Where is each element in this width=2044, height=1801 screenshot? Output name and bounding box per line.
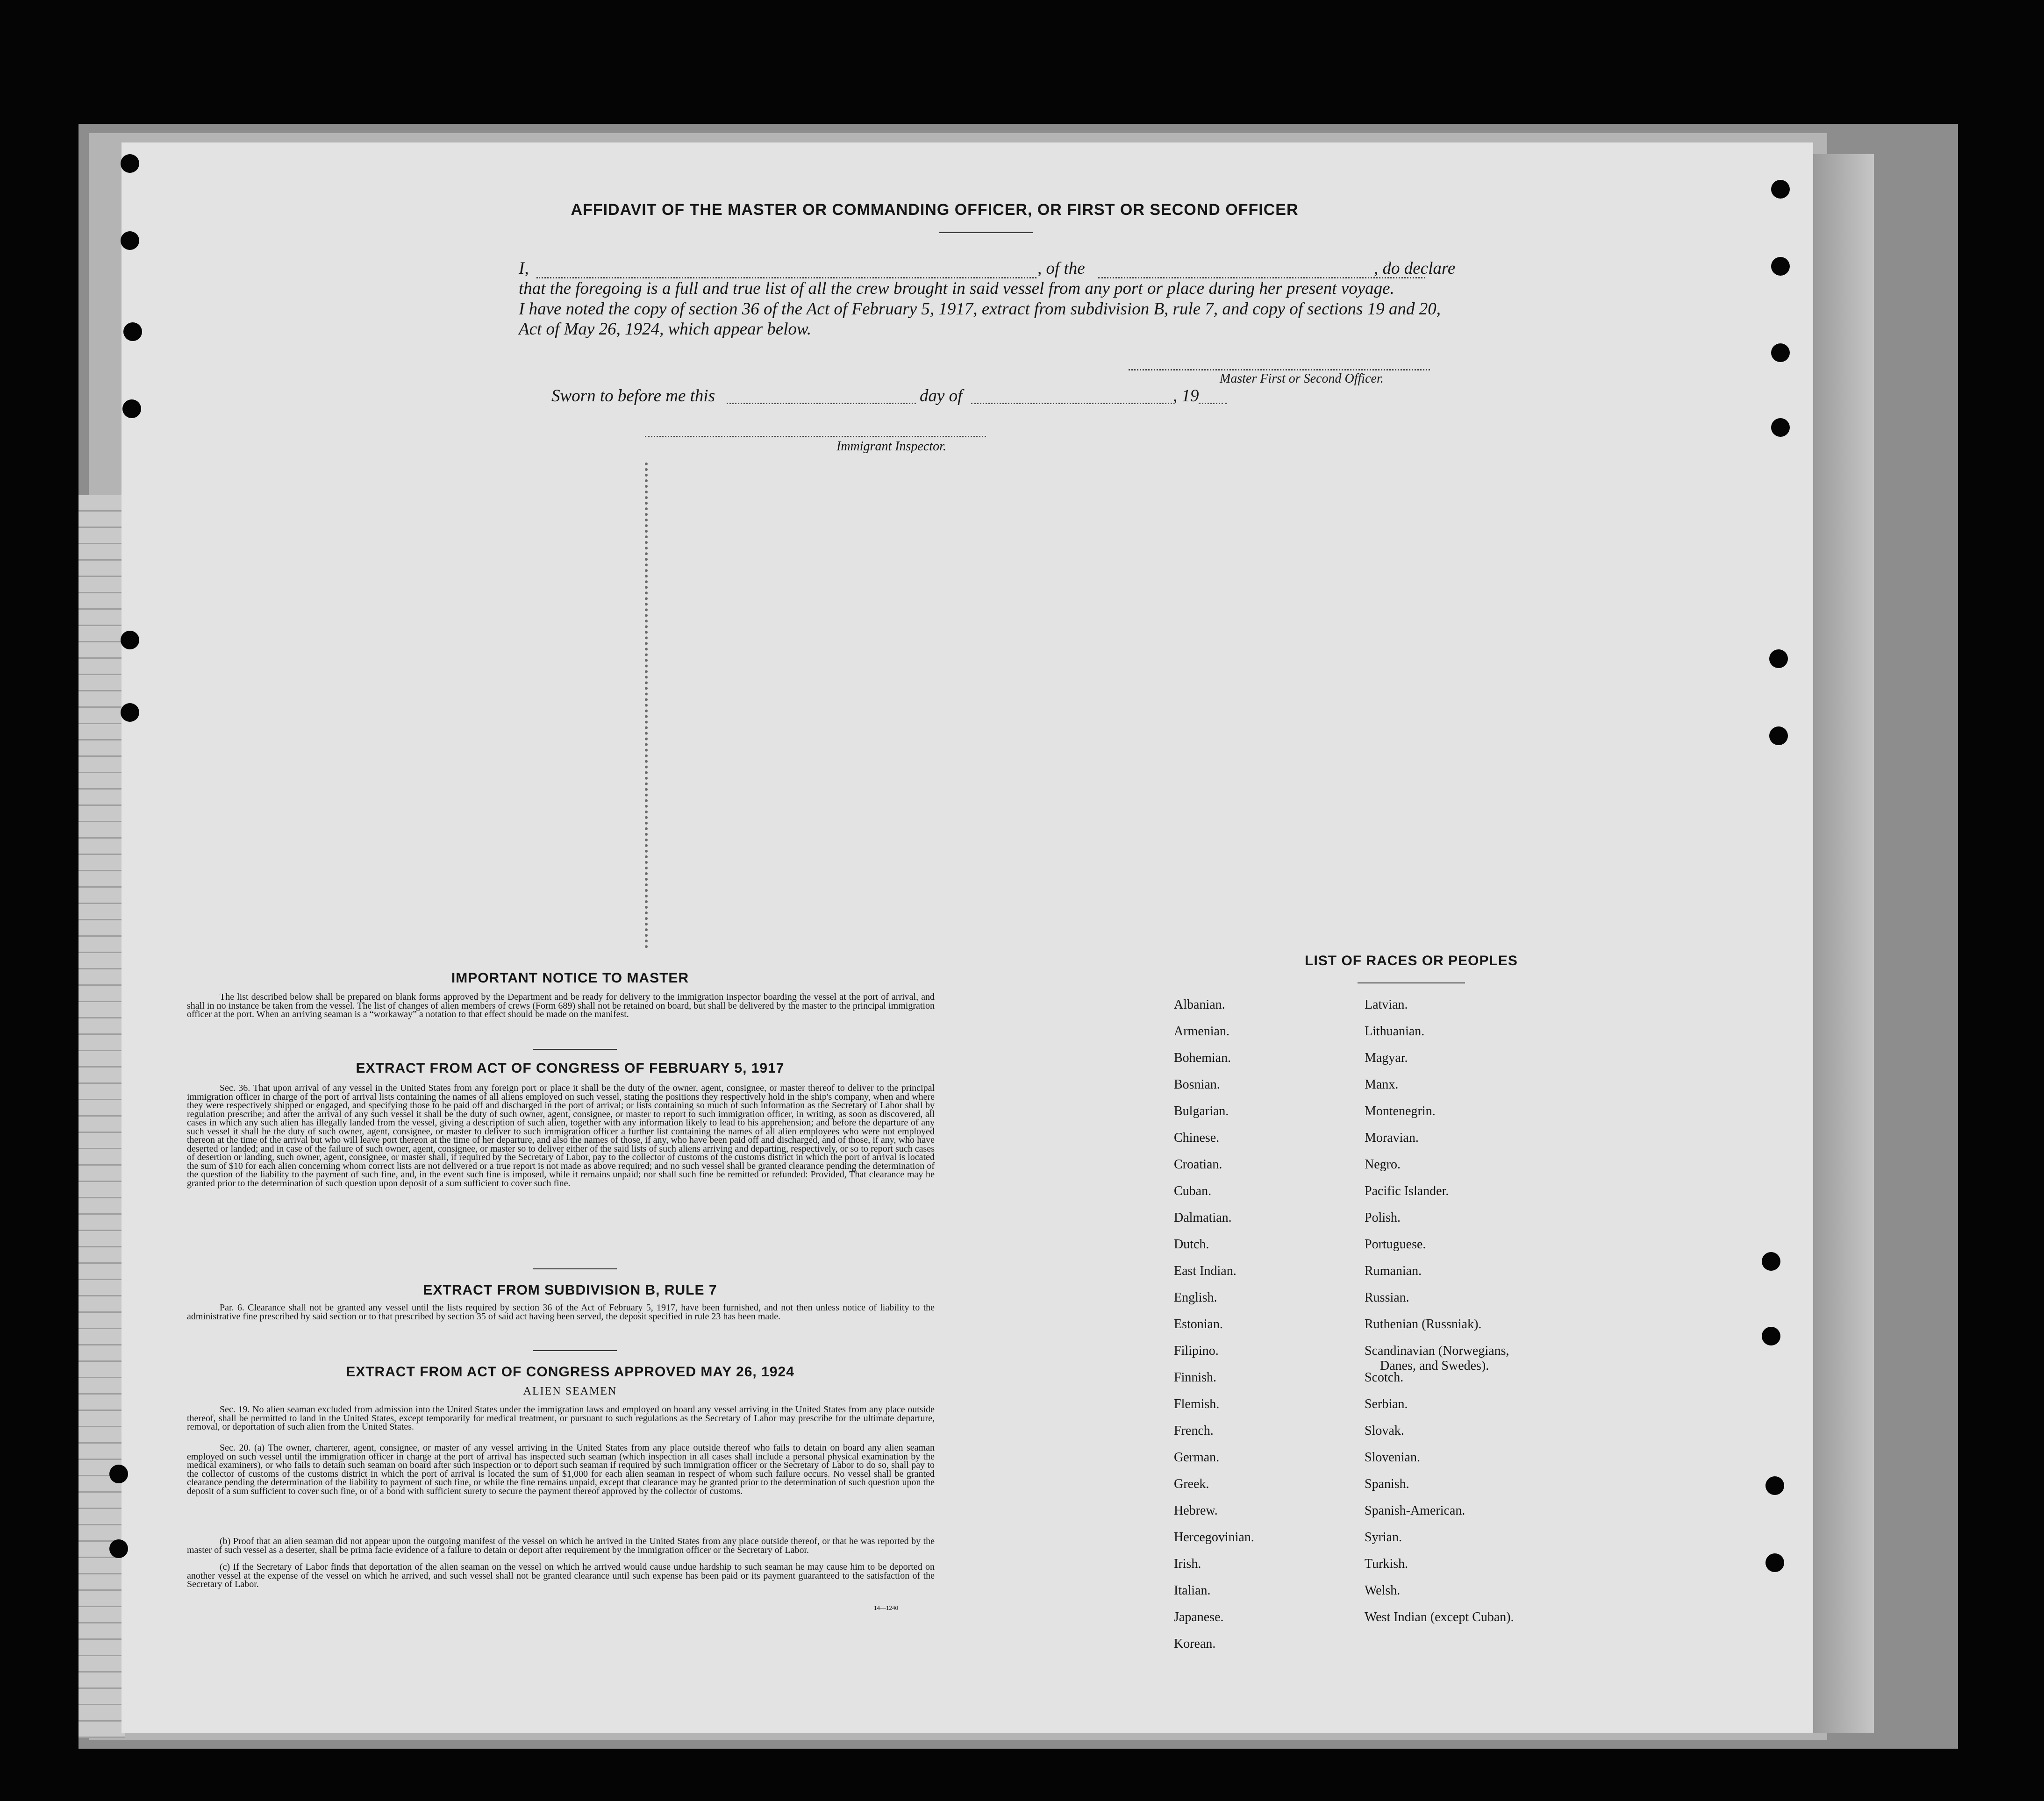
race-item: Flemish.	[1174, 1397, 1220, 1411]
i-word: I,	[519, 259, 529, 278]
race-item: Montenegrin.	[1365, 1104, 1436, 1118]
punch-hole-icon	[1771, 343, 1790, 362]
sworn-month-field	[971, 403, 1172, 404]
race-item: Greek.	[1174, 1477, 1209, 1491]
race-item: English.	[1174, 1290, 1217, 1305]
race-item: Scotch.	[1365, 1370, 1404, 1385]
race-item: Ruthenian (Russniak).	[1365, 1317, 1482, 1331]
race-item: Bohemian.	[1174, 1051, 1231, 1065]
declaration-line-4: Act of May 26, 1924, which appear below.	[519, 320, 812, 339]
punch-hole-icon	[109, 1539, 128, 1558]
race-item: Finnish.	[1174, 1370, 1217, 1385]
race-item: Polish.	[1365, 1210, 1401, 1225]
act-1917-text: Sec. 36. That upon arrival of any vessel in the United States from any foreign port or place it shall be the duty of the owner, agent, consignee, or master thereof to deliver to the principal immigration officer in charge of the port of arrival lists containing the names of all aliens employed on such vessel, stating the positions they respectively hold in the ship's company, when and where they were respectively shipped or engaged, and specifying those to be paid off and discharged in the port of arrival; or lists containing so much of such information as the Secretary of Labor shall by regulation prescribe; and after the arrival of any such vessel it shall be the duty of such owner, agent, consignee, or master to report to such immigration officer, in writing, as soon as discovered, all cases in which any such alien has illegally landed from the vessel, giving a description of such alien, together with any information likely to lead to his apprehension; and before the departure of any such vessel it shall be the duty of such owner, agent, consignee, or master to deliver to such immigration officer a further list containing the names of all alien employees who were not employed thereon at the time of the arrival but who will leave port thereon at the time of her departure, and also the names of those, if any, who have been paid off and discharged, and of those, if any, who have deserted or landed; and in case of the failure of such owner, agent, consignee, or master so to deliver either of the said lists of such aliens arriving and departing, respectively, or so to report such cases of desertion or landing, such owner, agent, consignee, or master shall, if required by the Secretary of Labor, pay to the collector of customs of the customs district in which the port of arrival is located the sum of $10 for each alien concerning whom correct lists are not delivered or a true report is not made as above required; and no such vessel shall be granted clearance pending the determination of the question of the liability to the payment of such fine, and, in the event such fine is imposed, while it remains unpaid; nor shall such fine be remitted or refunded: Provided, That clearance may be granted prior to the determination of such question upon deposit of a sum sufficient to cover such fine.	[187, 1083, 935, 1189]
race-item: Hebrew.	[1174, 1503, 1218, 1518]
punch-hole-icon	[1771, 257, 1790, 276]
race-item: French.	[1174, 1424, 1214, 1438]
race-item: Hercegovinian.	[1174, 1530, 1254, 1545]
right-sheet-edge	[1813, 154, 1874, 1733]
race-item: Dutch.	[1174, 1237, 1209, 1252]
race-item: Irish.	[1174, 1557, 1201, 1571]
punch-hole-icon	[1762, 1327, 1780, 1345]
act-1924-sec-20c: (c) If the Secretary of Labor finds that deportation of the alien seaman on the vessel on which he arrived would cause undue hardship to such seaman he may cause him to be deported on another vessel at the expense of the vessel on which he arrived, and such vessel shall not be granted clearance until such expense has been paid or its payment guaranteed to the satisfaction of the Secretary of Labor.	[187, 1562, 935, 1589]
declaration-line-3: I have noted the copy of section 36 of the Act of February 5, 1917, extract from subdivision B, rule 7, and copy of sections 19 and 20,	[519, 299, 1441, 319]
punch-hole-icon	[121, 703, 139, 722]
punch-hole-icon	[121, 231, 139, 250]
race-item: West Indian (except Cuban).	[1365, 1610, 1514, 1624]
punch-hole-icon	[1769, 649, 1788, 668]
rule-7-title: EXTRACT FROM SUBDIVISION B, RULE 7	[423, 1282, 717, 1298]
race-item: Slovenian.	[1365, 1450, 1420, 1465]
inspector-signature-caption: Immigrant Inspector.	[836, 439, 946, 454]
notice-text: The list described below shall be prepared on blank forms approved by the Department and be ready for delivery to the immigration inspector boarding the vessel at the port of arrival, and shall in no instance be taken from the vessel. The list of changes of alien members of crews (Form 689) shall not be retained on board, but shall be delivered by the master to the principal immigration officer at the port. When an arriving seaman is a “workaway” a notation to that effect should be made on the manifest.	[187, 992, 935, 1019]
race-item: Cuban.	[1174, 1184, 1212, 1198]
race-item: Negro.	[1365, 1157, 1401, 1172]
race-item: Slovak.	[1365, 1424, 1404, 1438]
races-title: LIST OF RACES OR PEOPLES	[1305, 953, 1518, 968]
master-signature-line	[1129, 369, 1430, 370]
race-item: Armenian.	[1174, 1024, 1229, 1039]
race-item: East Indian.	[1174, 1264, 1236, 1278]
race-item: Latvian.	[1365, 997, 1408, 1012]
do-declare-word: , do declare	[1374, 259, 1456, 278]
race-item: Spanish-American.	[1365, 1503, 1465, 1518]
race-item: Syrian.	[1365, 1530, 1402, 1545]
notice-divider	[533, 1049, 617, 1050]
race-item: Japanese.	[1174, 1610, 1224, 1624]
race-item: German.	[1174, 1450, 1220, 1465]
affidavit-title: AFFIDAVIT OF THE MASTER OR COMMANDING OFFICER, OR FIRST OR SECOND OFFICER	[571, 201, 1299, 219]
master-signature-caption: Master First or Second Officer.	[1220, 371, 1384, 386]
day-of-text: day of	[920, 386, 963, 406]
punch-hole-icon	[109, 1465, 128, 1483]
race-item: Albanian.	[1174, 997, 1225, 1012]
inspector-signature-line	[645, 436, 986, 437]
act-1924-sec-20b: (b) Proof that an alien seaman did not appear upon the outgoing manifest of the vessel on which he arrived in the United States from any place outside thereof, or that he was reported by the master of such vessel as a deserter, shall be prima facie evidence of a failure to detain or deport after requirement by the immigration officer or the Secretary of Labor.	[187, 1536, 935, 1555]
race-item: Rumanian.	[1365, 1264, 1422, 1278]
race-item: Estonian.	[1174, 1317, 1223, 1331]
punch-hole-icon	[1765, 1476, 1784, 1495]
race-item: Serbian.	[1365, 1397, 1408, 1411]
race-item: Spanish.	[1365, 1477, 1409, 1491]
race-item: Chinese.	[1174, 1131, 1220, 1145]
form-number: 14—1240	[874, 1604, 898, 1611]
race-item: Bosnian.	[1174, 1077, 1220, 1092]
race-item: Italian.	[1174, 1583, 1211, 1598]
sworn-text: Sworn to before me this	[551, 386, 715, 406]
act-1917-divider	[533, 1268, 617, 1269]
race-item: Moravian.	[1365, 1131, 1419, 1145]
act-1924-sec-19: Sec. 19. No alien seaman excluded from admission into the United States under the immigration laws and employed on board any vessel arriving in the United States from any place outside thereof, shall be permitted to land in the United States, except temporarily for medical treatment, or pursuant to such regulations as the Secretary of Labor may prescribe for the ultimate departure, removal, or deportation of such alien from the United States.	[187, 1404, 935, 1432]
race-item: Pacific Islander.	[1365, 1184, 1449, 1198]
year-prefix: , 19	[1173, 386, 1199, 406]
race-item: Manx.	[1365, 1077, 1399, 1092]
rule-7-divider	[533, 1350, 617, 1351]
punch-hole-icon	[1762, 1252, 1780, 1271]
notice-title: IMPORTANT NOTICE TO MASTER	[451, 970, 689, 986]
races-divider	[1358, 982, 1465, 983]
act-1917-title: EXTRACT FROM ACT OF CONGRESS OF FEBRUARY 5, 1917	[356, 1061, 785, 1076]
race-item: Croatian.	[1174, 1157, 1222, 1172]
race-item: Filipino.	[1174, 1344, 1219, 1358]
act-1924-sec-20a: Sec. 20. (a) The owner, charterer, agent, consignee, or master of any vessel arriving in the United States from any place outside thereof who fails to detain on board any alien seaman employed on such vessel until the immigration officer in charge at the port of arrival has inspected such seaman (which inspection in all cases shall include a personal physical examination by the medical examiners), or who fails to detain such seaman on board after such inspection or to deport such seaman if required by such immigration officer or the Secretary of Labor to do so, shall pay to the collector of customs of the customs district in which the port of arrival is located the sum of $1,000 for each alien seaman in respect of whom such failure occurs. No vessel shall be granted clearance pending the determination of the liability to payment of such fine, or while the fine remains unpaid, except that clearance may be granted prior to the determination of such question upon the deposit of a sum sufficient to cover such fine, or of a bond with sufficient surety to secure the payment thereof approved by the collector of customs.	[187, 1443, 935, 1496]
punch-hole-icon	[123, 322, 142, 341]
alien-seamen-subtitle: ALIEN SEAMEN	[523, 1385, 617, 1397]
race-item: Turkish.	[1365, 1557, 1408, 1571]
sworn-year-field	[1199, 403, 1227, 404]
race-item: Korean.	[1174, 1637, 1216, 1651]
punch-hole-icon	[1765, 1553, 1784, 1572]
punch-hole-icon	[122, 399, 141, 418]
punch-hole-icon	[121, 154, 139, 173]
punch-hole-icon	[1771, 180, 1790, 199]
race-item: Scandinavian (Norwegians,	[1365, 1344, 1509, 1358]
race-item: Lithuanian.	[1365, 1024, 1425, 1039]
fold-line	[645, 463, 648, 948]
act-1924-title: EXTRACT FROM ACT OF CONGRESS APPROVED MAY 26, 1924	[346, 1364, 794, 1380]
punch-hole-icon	[121, 631, 139, 649]
race-item: Danes, and Swedes).	[1380, 1359, 1489, 1373]
punch-hole-icon	[1769, 726, 1788, 745]
declaration-line-2: that the foregoing is a full and true list of all the crew brought in said vessel from any port or place during her present voyage.	[519, 279, 1394, 298]
race-item: Dalmatian.	[1174, 1210, 1232, 1225]
of-the-word: , of the	[1037, 259, 1085, 278]
punch-hole-icon	[1771, 418, 1790, 437]
race-item: Magyar.	[1365, 1051, 1408, 1065]
sworn-day-field	[727, 403, 916, 404]
race-item: Welsh.	[1365, 1583, 1401, 1598]
race-item: Bulgarian.	[1174, 1104, 1229, 1118]
race-item: Russian.	[1365, 1290, 1409, 1305]
rule-7-text: Par. 6. Clearance shall not be granted any vessel until the lists required by section 36 of the Act of February 5, 1917, have been furnished, and not then unless notice of liability to the administrative fine prescribed by said section or to that prescribed by section 35 of said act having been served, the deposit specified in rule 23 has been made.	[187, 1303, 935, 1322]
race-item: Portuguese.	[1365, 1237, 1426, 1252]
title-divider	[939, 232, 1033, 233]
